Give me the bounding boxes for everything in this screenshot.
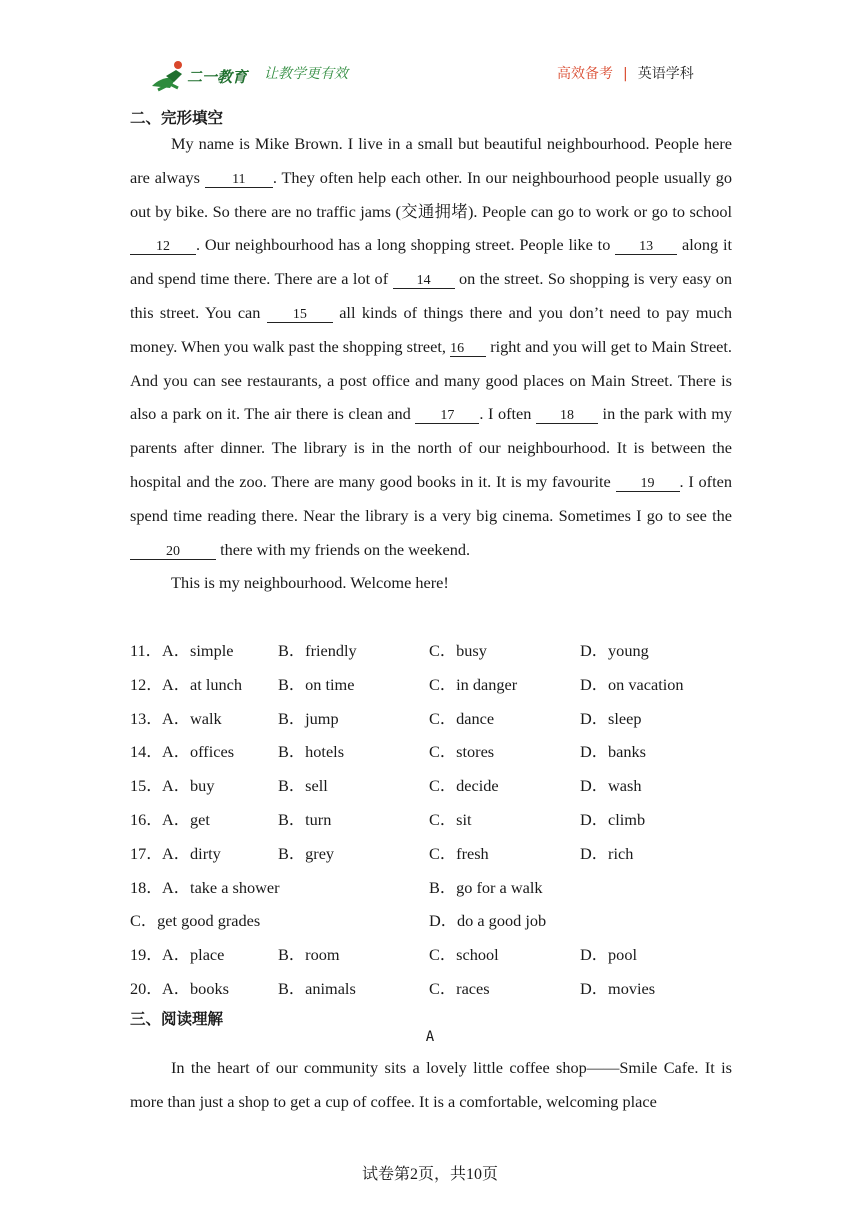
option-b: B．room bbox=[278, 945, 340, 965]
question-row bbox=[130, 668, 750, 702]
question-number: 16． bbox=[130, 809, 163, 829]
option-c: C．get good grades bbox=[130, 911, 261, 931]
option-c: C．decide bbox=[429, 776, 499, 796]
blank-11: 11 bbox=[205, 173, 273, 188]
logo-text: 二一教育 bbox=[187, 68, 248, 86]
option-d: D．wash bbox=[580, 776, 642, 796]
blank-15: 15 bbox=[267, 308, 333, 323]
cloze-closing-paragraph: This is my neighbourhood. Welcome here! bbox=[171, 573, 449, 593]
option-c: C．in danger bbox=[429, 674, 518, 694]
option-a: A．take a shower bbox=[162, 877, 280, 897]
option-a: A．offices bbox=[162, 742, 235, 762]
blank-16: 16 bbox=[450, 342, 486, 357]
passage-text: along it and spend time there. There are a lot of bbox=[130, 235, 732, 289]
blank-18: 18 bbox=[536, 409, 598, 424]
passage-text: . Our neighbourhood has a long shopping street. People like to bbox=[196, 235, 616, 255]
option-a: A．dirty bbox=[162, 843, 221, 863]
question-row bbox=[130, 904, 750, 938]
passage-text: right and you will get to Main Street. And you can see restaurants, a post office and many good places on Main Street. There is also a park on it. The air there is clean and bbox=[130, 336, 732, 424]
question-row bbox=[130, 769, 750, 803]
option-c: C．races bbox=[429, 978, 490, 998]
header-separator: | bbox=[623, 66, 628, 82]
question-number: 12． bbox=[130, 674, 163, 694]
option-a: A．at lunch bbox=[162, 674, 243, 694]
header-slogan: 让教学更有效 bbox=[264, 66, 348, 82]
option-d: D．banks bbox=[580, 742, 647, 762]
blank-13: 13 bbox=[615, 240, 677, 255]
passage-text: . They often help each other. In our neighbourhood people usually go out by bike. So there are no traffic jams (交通拥堵). People can go to work or go to school bbox=[130, 167, 732, 221]
option-b: B．go for a walk bbox=[429, 877, 543, 897]
option-d: D．young bbox=[580, 641, 649, 660]
question-number: 17． bbox=[130, 843, 163, 863]
option-a: A．get bbox=[162, 809, 210, 829]
page-header bbox=[0, 0, 860, 100]
option-c: C．fresh bbox=[429, 843, 489, 863]
option-c: C．sit bbox=[429, 809, 472, 829]
passage-text: in the park with my parents after dinner. The library is in the north of our neighbourhood. It is between the hospital and the zoo. There are many good books in it. It is my favourite bbox=[130, 404, 733, 491]
option-b: B．turn bbox=[278, 809, 332, 829]
option-a: A．simple bbox=[162, 641, 234, 660]
option-c: C．dance bbox=[429, 708, 495, 728]
question-row bbox=[130, 972, 750, 1006]
passage-text: there with my friends on the weekend. bbox=[216, 539, 471, 559]
passage-text: . I often spend time reading there. Near the library is a very big cinema. Sometimes I go to see the bbox=[130, 471, 732, 525]
option-b: B．hotels bbox=[278, 742, 345, 762]
option-d: D．climb bbox=[580, 809, 646, 829]
blank-17: 17 bbox=[415, 409, 479, 424]
passage-text: My name is Mike Brown. I live in a small but beautiful neighbourhood. People here are always bbox=[130, 134, 732, 187]
option-b: B．sell bbox=[278, 776, 328, 796]
option-a: A．place bbox=[162, 945, 225, 965]
option-d: D．pool bbox=[580, 945, 637, 965]
header-badge-left: 高效备考 bbox=[557, 66, 613, 82]
option-b: B．on time bbox=[278, 674, 355, 694]
reading-paragraph: In the heart of our community sits a lovely little coffee shop——Smile Cafe. It is more than just a shop to get a cup of coffee. It is a comfortable, welcoming place bbox=[130, 1058, 732, 1111]
option-a: A．buy bbox=[162, 776, 215, 796]
header-badge-right: 英语学科 bbox=[637, 66, 694, 82]
passage-text: on the street. So shopping is very easy on this street. You can bbox=[130, 269, 732, 322]
cloze-options bbox=[130, 634, 750, 1006]
question-number: 14． bbox=[130, 742, 163, 762]
question-number: 11． bbox=[130, 641, 162, 660]
blank-20: 20 bbox=[130, 545, 216, 560]
question-number: 18． bbox=[130, 877, 163, 897]
option-c: C．school bbox=[429, 945, 499, 965]
question-number: 19． bbox=[130, 945, 163, 965]
cloze-paragraph bbox=[130, 127, 732, 566]
question-row bbox=[130, 938, 750, 972]
question-row bbox=[130, 634, 750, 668]
option-d: D．on vacation bbox=[580, 674, 684, 694]
cloze-passage bbox=[130, 127, 732, 600]
blank-19: 19 bbox=[616, 477, 680, 492]
option-a: A．books bbox=[162, 978, 229, 998]
passage-text: all kinds of things there and you don’t need to pay much money. When you walk past the shopping street, bbox=[130, 302, 733, 356]
option-d: D．sleep bbox=[580, 708, 642, 728]
blank-12: 12 bbox=[130, 240, 196, 255]
option-c: C．busy bbox=[429, 641, 487, 660]
section-title-cloze: 二、完形填空 bbox=[130, 109, 224, 127]
option-d: D．do a good job bbox=[429, 911, 547, 931]
question-row bbox=[130, 837, 750, 871]
blank-14: 14 bbox=[393, 274, 455, 289]
option-a: A．walk bbox=[162, 708, 222, 728]
passage-a-title: A bbox=[425, 1029, 435, 1045]
question-number: 20． bbox=[130, 978, 163, 998]
option-d: D．movies bbox=[580, 978, 656, 998]
option-b: B．friendly bbox=[278, 641, 357, 660]
question-number: 13． bbox=[130, 708, 163, 728]
passage-text: . I often bbox=[479, 404, 536, 424]
option-b: B．grey bbox=[278, 843, 335, 863]
question-row bbox=[130, 871, 750, 905]
header-badges bbox=[557, 63, 694, 83]
option-b: B．animals bbox=[278, 978, 356, 998]
question-row bbox=[130, 735, 750, 769]
option-d: D．rich bbox=[580, 843, 634, 863]
question-number: 15． bbox=[130, 776, 163, 796]
question-row bbox=[130, 702, 750, 736]
reading-passage-a bbox=[130, 1051, 732, 1119]
option-b: B．jump bbox=[278, 708, 339, 728]
option-c: C．stores bbox=[429, 742, 495, 762]
section-title-reading: 三、阅读理解 bbox=[130, 1010, 224, 1028]
question-row bbox=[130, 803, 750, 837]
page-footer: 试卷第2页，共10页 bbox=[361, 1166, 498, 1183]
